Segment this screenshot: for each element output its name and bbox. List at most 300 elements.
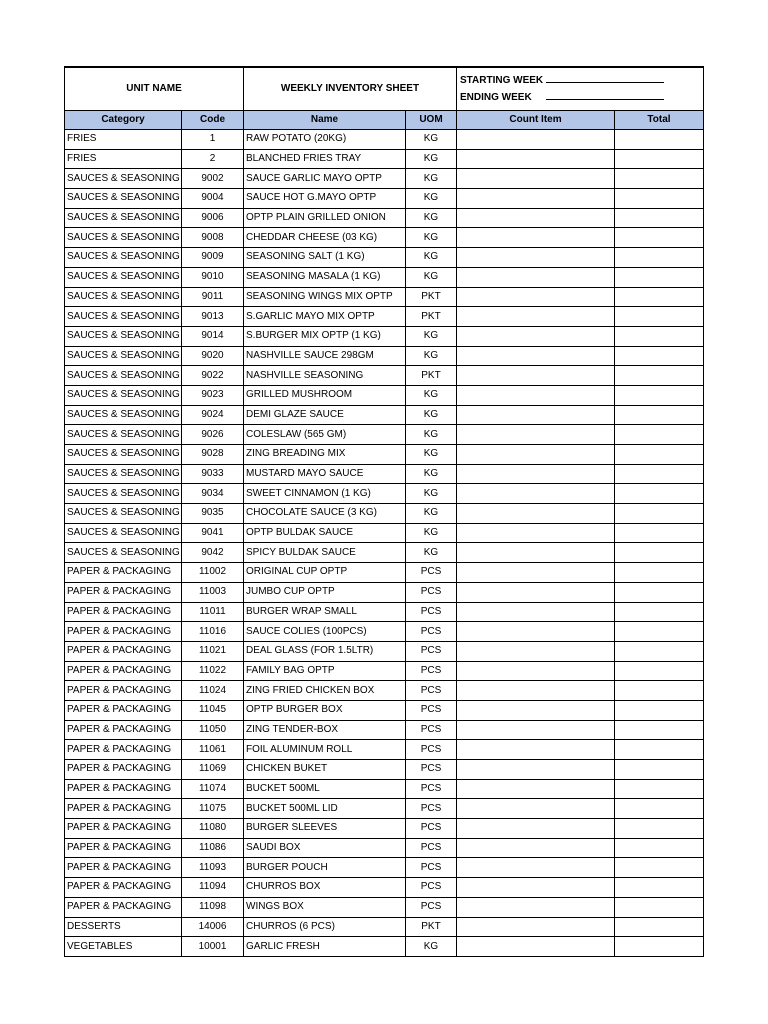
cell-uom: PCS — [406, 622, 457, 642]
cell-code: 9022 — [182, 366, 244, 386]
cell-uom: PCS — [406, 858, 457, 878]
cell-total[interactable] — [615, 681, 704, 701]
cell-total[interactable] — [615, 720, 704, 740]
cell-category: SAUCES & SEASONING — [65, 445, 182, 465]
cell-total[interactable] — [615, 779, 704, 799]
cell-count-item[interactable] — [457, 799, 615, 819]
cell-code: 11094 — [182, 878, 244, 898]
cell-total[interactable] — [615, 228, 704, 248]
cell-total[interactable] — [615, 917, 704, 937]
table-row — [65, 897, 704, 917]
inventory-sheet-table — [64, 66, 704, 957]
cell-category: SAUCES & SEASONING — [65, 366, 182, 386]
cell-category: SAUCES & SEASONING — [65, 267, 182, 287]
cell-uom: PCS — [406, 582, 457, 602]
cell-name: BURGER POUCH — [244, 858, 406, 878]
cell-name: BURGER WRAP SMALL — [244, 602, 406, 622]
cell-code: 9002 — [182, 169, 244, 189]
cell-category: VEGETABLES — [65, 937, 182, 957]
cell-code: 11061 — [182, 740, 244, 760]
cell-name: SEASONING SALT (1 KG) — [244, 248, 406, 268]
cell-count-item[interactable] — [457, 208, 615, 228]
cell-count-item[interactable] — [457, 287, 615, 307]
cell-name: BUCKET 500ML LID — [244, 799, 406, 819]
cell-name: WINGS BOX — [244, 897, 406, 917]
cell-uom: PKT — [406, 287, 457, 307]
cell-count-item[interactable] — [457, 169, 615, 189]
table-row — [65, 307, 704, 327]
cell-name: ZING FRIED CHICKEN BOX — [244, 681, 406, 701]
starting-week-label: STARTING WEEK — [460, 75, 544, 86]
cell-total[interactable] — [615, 740, 704, 760]
cell-uom: PCS — [406, 602, 457, 622]
cell-name: MUSTARD MAYO SAUCE — [244, 464, 406, 484]
cell-category: SAUCES & SEASONING — [65, 385, 182, 405]
cell-count-item[interactable] — [457, 248, 615, 268]
cell-total[interactable] — [615, 760, 704, 780]
cell-count-item[interactable] — [457, 858, 615, 878]
cell-category: FRIES — [65, 149, 182, 169]
starting-week-field[interactable] — [546, 72, 664, 83]
cell-name: COLESLAW (565 GM) — [244, 425, 406, 445]
cell-name: OPTP BULDAK SAUCE — [244, 523, 406, 543]
cell-name: ZING TENDER-BOX — [244, 720, 406, 740]
cell-name: GARLIC FRESH — [244, 937, 406, 957]
cell-code: 9014 — [182, 326, 244, 346]
cell-total[interactable] — [615, 661, 704, 681]
cell-category: PAPER & PACKAGING — [65, 897, 182, 917]
cell-category: SAUCES & SEASONING — [65, 287, 182, 307]
ending-week-field[interactable] — [546, 89, 664, 100]
cell-category: PAPER & PACKAGING — [65, 661, 182, 681]
table-row — [65, 130, 704, 150]
cell-code: 2 — [182, 149, 244, 169]
cell-code: 10001 — [182, 937, 244, 957]
cell-category: PAPER & PACKAGING — [65, 779, 182, 799]
cell-count-item[interactable] — [457, 700, 615, 720]
cell-total[interactable] — [615, 326, 704, 346]
title-row — [65, 67, 704, 111]
cell-uom: PCS — [406, 838, 457, 858]
table-row — [65, 149, 704, 169]
column-header-total: Total — [615, 111, 704, 130]
cell-count-item[interactable] — [457, 878, 615, 898]
cell-category: SAUCES & SEASONING — [65, 425, 182, 445]
cell-category: SAUCES & SEASONING — [65, 169, 182, 189]
cell-uom: KG — [406, 267, 457, 287]
table-row — [65, 799, 704, 819]
cell-name: BURGER SLEEVES — [244, 819, 406, 839]
cell-category: SAUCES & SEASONING — [65, 248, 182, 268]
cell-count-item[interactable] — [457, 661, 615, 681]
cell-total[interactable] — [615, 878, 704, 898]
cell-code: 9010 — [182, 267, 244, 287]
cell-total[interactable] — [615, 346, 704, 366]
cell-code: 9013 — [182, 307, 244, 327]
cell-count-item[interactable] — [457, 917, 615, 937]
cell-name: S.GARLIC MAYO MIX OPTP — [244, 307, 406, 327]
cell-count-item[interactable] — [457, 228, 615, 248]
table-row — [65, 819, 704, 839]
cell-category: SAUCES & SEASONING — [65, 346, 182, 366]
cell-category: PAPER & PACKAGING — [65, 602, 182, 622]
cell-category: PAPER & PACKAGING — [65, 563, 182, 583]
cell-uom: KG — [406, 346, 457, 366]
cell-uom: KG — [406, 130, 457, 150]
cell-code: 11002 — [182, 563, 244, 583]
cell-uom: KG — [406, 149, 457, 169]
cell-category: SAUCES & SEASONING — [65, 484, 182, 504]
cell-name: ZING BREADING MIX — [244, 445, 406, 465]
cell-count-item[interactable] — [457, 504, 615, 524]
cell-uom: PCS — [406, 740, 457, 760]
cell-total[interactable] — [615, 189, 704, 209]
table-row — [65, 445, 704, 465]
cell-code: 9009 — [182, 248, 244, 268]
table-row — [65, 622, 704, 642]
cell-category: SAUCES & SEASONING — [65, 326, 182, 346]
cell-code: 11045 — [182, 700, 244, 720]
cell-count-item[interactable] — [457, 366, 615, 386]
starting-week-line — [460, 72, 700, 89]
table-row — [65, 878, 704, 898]
table-row — [65, 326, 704, 346]
table-row — [65, 543, 704, 563]
cell-code: 11098 — [182, 897, 244, 917]
cell-category: SAUCES & SEASONING — [65, 523, 182, 543]
cell-total[interactable] — [615, 149, 704, 169]
table-row — [65, 740, 704, 760]
cell-uom: KG — [406, 937, 457, 957]
cell-uom: KG — [406, 425, 457, 445]
cell-uom: PCS — [406, 661, 457, 681]
cell-count-item[interactable] — [457, 130, 615, 150]
cell-total[interactable] — [615, 543, 704, 563]
cell-name: SAUCE GARLIC MAYO OPTP — [244, 169, 406, 189]
cell-uom: KG — [406, 326, 457, 346]
cell-category: DESSERTS — [65, 917, 182, 937]
ending-week-line — [460, 89, 700, 106]
cell-code: 9008 — [182, 228, 244, 248]
table-row — [65, 287, 704, 307]
cell-total[interactable] — [615, 464, 704, 484]
cell-code: 11080 — [182, 819, 244, 839]
cell-uom: KG — [406, 445, 457, 465]
cell-name: SEASONING MASALA (1 KG) — [244, 267, 406, 287]
cell-category: FRIES — [65, 130, 182, 150]
cell-code: 11050 — [182, 720, 244, 740]
cell-name: SAUCE HOT G.MAYO OPTP — [244, 189, 406, 209]
cell-code: 11022 — [182, 661, 244, 681]
table-row — [65, 504, 704, 524]
cell-total[interactable] — [615, 425, 704, 445]
cell-category: PAPER & PACKAGING — [65, 858, 182, 878]
cell-code: 9035 — [182, 504, 244, 524]
table-row — [65, 681, 704, 701]
cell-count-item[interactable] — [457, 602, 615, 622]
cell-total[interactable] — [615, 858, 704, 878]
cell-uom: PCS — [406, 760, 457, 780]
table-row — [65, 464, 704, 484]
cell-category: SAUCES & SEASONING — [65, 208, 182, 228]
sheet-title: WEEKLY INVENTORY SHEET — [244, 67, 457, 111]
cell-total[interactable] — [615, 169, 704, 189]
table-row — [65, 248, 704, 268]
cell-uom: KG — [406, 169, 457, 189]
table-row — [65, 169, 704, 189]
cell-count-item[interactable] — [457, 720, 615, 740]
cell-count-item[interactable] — [457, 543, 615, 563]
cell-uom: PCS — [406, 878, 457, 898]
cell-code: 9033 — [182, 464, 244, 484]
ending-week-label: ENDING WEEK — [460, 92, 532, 103]
table-row — [65, 563, 704, 583]
cell-code: 9011 — [182, 287, 244, 307]
cell-count-item[interactable] — [457, 838, 615, 858]
cell-count-item[interactable] — [457, 779, 615, 799]
cell-total[interactable] — [615, 504, 704, 524]
column-header-category: Category — [65, 111, 182, 130]
cell-code: 9034 — [182, 484, 244, 504]
cell-count-item[interactable] — [457, 582, 615, 602]
cell-uom: PKT — [406, 366, 457, 386]
cell-name: SAUDI BOX — [244, 838, 406, 858]
cell-total[interactable] — [615, 582, 704, 602]
cell-total[interactable] — [615, 267, 704, 287]
cell-count-item[interactable] — [457, 149, 615, 169]
cell-name: SAUCE COLIES (100PCS) — [244, 622, 406, 642]
cell-category: PAPER & PACKAGING — [65, 720, 182, 740]
cell-count-item[interactable] — [457, 740, 615, 760]
cell-name: S.BURGER MIX OPTP (1 KG) — [244, 326, 406, 346]
cell-name: BLANCHED FRIES TRAY — [244, 149, 406, 169]
cell-count-item[interactable] — [457, 326, 615, 346]
cell-total[interactable] — [615, 405, 704, 425]
cell-code: 11011 — [182, 602, 244, 622]
cell-uom: PCS — [406, 897, 457, 917]
cell-count-item[interactable] — [457, 523, 615, 543]
cell-total[interactable] — [615, 622, 704, 642]
cell-total[interactable] — [615, 838, 704, 858]
cell-total[interactable] — [615, 307, 704, 327]
cell-uom: KG — [406, 208, 457, 228]
cell-total[interactable] — [615, 248, 704, 268]
table-row — [65, 523, 704, 543]
cell-name: GRILLED MUSHROOM — [244, 385, 406, 405]
cell-total[interactable] — [615, 385, 704, 405]
table-row — [65, 267, 704, 287]
table-row — [65, 602, 704, 622]
cell-count-item[interactable] — [457, 405, 615, 425]
cell-code: 11075 — [182, 799, 244, 819]
cell-total[interactable] — [615, 445, 704, 465]
cell-count-item[interactable] — [457, 937, 615, 957]
cell-uom: PCS — [406, 700, 457, 720]
cell-total[interactable] — [615, 641, 704, 661]
cell-code: 11024 — [182, 681, 244, 701]
cell-code: 9028 — [182, 445, 244, 465]
table-row — [65, 366, 704, 386]
cell-count-item[interactable] — [457, 346, 615, 366]
column-header-name: Name — [244, 111, 406, 130]
cell-name: CHURROS (6 PCS) — [244, 917, 406, 937]
cell-category: PAPER & PACKAGING — [65, 700, 182, 720]
cell-total[interactable] — [615, 287, 704, 307]
cell-uom: PCS — [406, 641, 457, 661]
cell-uom: PCS — [406, 779, 457, 799]
cell-category: PAPER & PACKAGING — [65, 878, 182, 898]
column-header-row — [65, 111, 704, 130]
cell-category: SAUCES & SEASONING — [65, 543, 182, 563]
cell-category: PAPER & PACKAGING — [65, 819, 182, 839]
cell-name: DEAL GLASS (FOR 1.5LTR) — [244, 641, 406, 661]
cell-count-item[interactable] — [457, 464, 615, 484]
cell-category: SAUCES & SEASONING — [65, 228, 182, 248]
cell-name: SEASONING WINGS MIX OPTP — [244, 287, 406, 307]
cell-code: 9041 — [182, 523, 244, 543]
cell-category: SAUCES & SEASONING — [65, 504, 182, 524]
cell-name: CHEDDAR CHEESE (03 KG) — [244, 228, 406, 248]
cell-category: SAUCES & SEASONING — [65, 189, 182, 209]
cell-count-item[interactable] — [457, 445, 615, 465]
cell-count-item[interactable] — [457, 425, 615, 445]
cell-total[interactable] — [615, 700, 704, 720]
column-header-code: Code — [182, 111, 244, 130]
table-row — [65, 838, 704, 858]
cell-count-item[interactable] — [457, 307, 615, 327]
column-header-count-item: Count Item — [457, 111, 615, 130]
table-row — [65, 405, 704, 425]
cell-uom: PKT — [406, 917, 457, 937]
cell-count-item[interactable] — [457, 267, 615, 287]
table-row — [65, 208, 704, 228]
table-row — [65, 346, 704, 366]
cell-total[interactable] — [615, 937, 704, 957]
cell-count-item[interactable] — [457, 189, 615, 209]
week-fields — [457, 67, 704, 111]
cell-name: CHOCOLATE SAUCE (3 KG) — [244, 504, 406, 524]
cell-uom: KG — [406, 543, 457, 563]
table-row — [65, 779, 704, 799]
cell-category: PAPER & PACKAGING — [65, 622, 182, 642]
cell-name: FAMILY BAG OPTP — [244, 661, 406, 681]
cell-name: FOIL ALUMINUM ROLL — [244, 740, 406, 760]
cell-total[interactable] — [615, 130, 704, 150]
table-row — [65, 425, 704, 445]
table-row — [65, 858, 704, 878]
cell-uom: PCS — [406, 819, 457, 839]
cell-category: SAUCES & SEASONING — [65, 405, 182, 425]
cell-name: ORIGINAL CUP OPTP — [244, 563, 406, 583]
cell-category: SAUCES & SEASONING — [65, 464, 182, 484]
cell-category: PAPER & PACKAGING — [65, 681, 182, 701]
table-row — [65, 917, 704, 937]
cell-name: RAW POTATO (20KG) — [244, 130, 406, 150]
cell-name: DEMI GLAZE SAUCE — [244, 405, 406, 425]
cell-total[interactable] — [615, 819, 704, 839]
column-header-uom: UOM — [406, 111, 457, 130]
cell-count-item[interactable] — [457, 641, 615, 661]
cell-code: 9042 — [182, 543, 244, 563]
cell-total[interactable] — [615, 484, 704, 504]
cell-total[interactable] — [615, 897, 704, 917]
cell-category: PAPER & PACKAGING — [65, 838, 182, 858]
table-row — [65, 189, 704, 209]
cell-category: PAPER & PACKAGING — [65, 740, 182, 760]
cell-code: 11093 — [182, 858, 244, 878]
cell-code: 9020 — [182, 346, 244, 366]
table-row — [65, 760, 704, 780]
table-row — [65, 661, 704, 681]
cell-category: SAUCES & SEASONING — [65, 307, 182, 327]
cell-name: OPTP PLAIN GRILLED ONION — [244, 208, 406, 228]
cell-uom: PCS — [406, 681, 457, 701]
table-row — [65, 700, 704, 720]
cell-count-item[interactable] — [457, 563, 615, 583]
cell-total[interactable] — [615, 602, 704, 622]
cell-count-item[interactable] — [457, 897, 615, 917]
cell-name: BUCKET 500ML — [244, 779, 406, 799]
cell-total[interactable] — [615, 563, 704, 583]
cell-code: 11074 — [182, 779, 244, 799]
cell-category: PAPER & PACKAGING — [65, 760, 182, 780]
table-row — [65, 484, 704, 504]
inventory-rows — [65, 130, 704, 957]
cell-code: 9023 — [182, 385, 244, 405]
unit-name-label: UNIT NAME — [65, 67, 244, 111]
cell-uom: KG — [406, 189, 457, 209]
cell-uom: KG — [406, 484, 457, 504]
cell-code: 9024 — [182, 405, 244, 425]
cell-count-item[interactable] — [457, 819, 615, 839]
table-row — [65, 228, 704, 248]
cell-code: 11016 — [182, 622, 244, 642]
cell-count-item[interactable] — [457, 484, 615, 504]
cell-code: 14006 — [182, 917, 244, 937]
cell-uom: KG — [406, 523, 457, 543]
cell-uom: KG — [406, 385, 457, 405]
cell-name: JUMBO CUP OPTP — [244, 582, 406, 602]
cell-count-item[interactable] — [457, 681, 615, 701]
cell-name: CHURROS BOX — [244, 878, 406, 898]
cell-name: NASHVILLE SEASONING — [244, 366, 406, 386]
table-row — [65, 720, 704, 740]
cell-uom: PCS — [406, 720, 457, 740]
cell-code: 9004 — [182, 189, 244, 209]
cell-uom: PCS — [406, 563, 457, 583]
cell-code: 11003 — [182, 582, 244, 602]
cell-count-item[interactable] — [457, 622, 615, 642]
cell-name: NASHVILLE SAUCE 298GM — [244, 346, 406, 366]
cell-code: 11086 — [182, 838, 244, 858]
cell-name: SPICY BULDAK SAUCE — [244, 543, 406, 563]
table-row — [65, 641, 704, 661]
cell-count-item[interactable] — [457, 385, 615, 405]
cell-category: PAPER & PACKAGING — [65, 641, 182, 661]
cell-count-item[interactable] — [457, 760, 615, 780]
cell-total[interactable] — [615, 523, 704, 543]
cell-code: 9006 — [182, 208, 244, 228]
cell-total[interactable] — [615, 366, 704, 386]
cell-total[interactable] — [615, 799, 704, 819]
cell-name: SWEET CINNAMON (1 KG) — [244, 484, 406, 504]
cell-code: 11021 — [182, 641, 244, 661]
cell-uom: KG — [406, 504, 457, 524]
cell-uom: KG — [406, 405, 457, 425]
cell-name: CHICKEN BUKET — [244, 760, 406, 780]
cell-total[interactable] — [615, 208, 704, 228]
cell-code: 1 — [182, 130, 244, 150]
